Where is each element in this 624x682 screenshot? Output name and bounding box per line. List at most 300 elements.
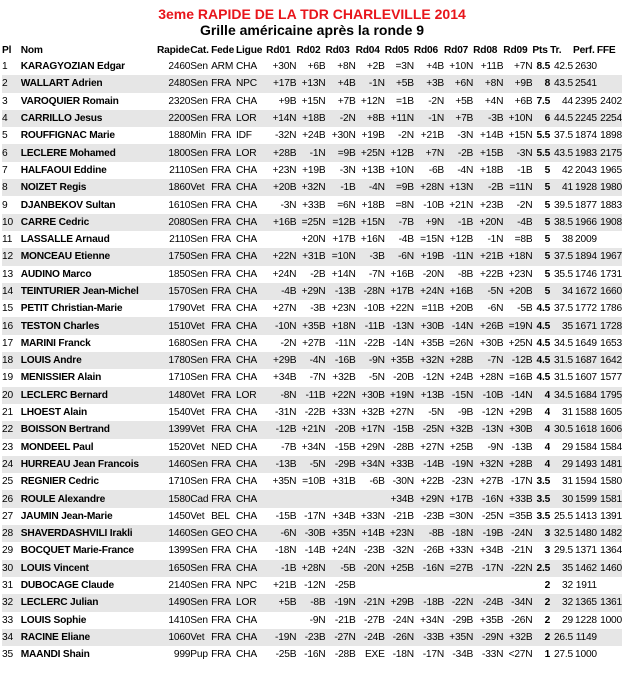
cell-rank: 26 — [2, 490, 21, 507]
cell-rd08: +18B — [480, 164, 504, 176]
cell-points: 2.5 — [532, 560, 550, 577]
table-row — [2, 144, 622, 161]
cell-performance: 1672 — [573, 283, 597, 300]
cell-rd08: -19B — [473, 525, 503, 542]
cell-ffe-rating: 2254 — [597, 110, 622, 127]
cell-name: MONDEEL Paul — [20, 441, 94, 453]
cell-rd08: +27B — [480, 476, 504, 488]
cell-federation: FRA — [211, 629, 236, 646]
cell-rd08: -3B — [473, 110, 503, 127]
cell-rd06: -5N — [428, 407, 445, 419]
header-points: Pts — [532, 44, 548, 56]
table-row — [2, 352, 622, 369]
cell-rd05: +23N — [385, 525, 414, 542]
cell-performance: 2541 — [573, 75, 597, 92]
cell-rapide-rating: 999 — [173, 649, 191, 661]
cell-name: TESTON Charles — [21, 317, 157, 334]
header-rd09: Rd09 — [503, 44, 528, 56]
cell-rd07: -4N — [457, 164, 474, 176]
cell-rd03: -28B — [334, 649, 356, 661]
cell-category: Vet — [190, 510, 205, 522]
cell-rank: 28 — [2, 525, 21, 542]
cell-tiebreak: 32.5 — [550, 525, 573, 542]
table-row — [2, 162, 622, 179]
cell-federation: FRA — [211, 130, 231, 142]
cell-ffe-rating: 1908 — [597, 214, 622, 231]
cell-performance: 1588 — [575, 407, 597, 419]
cell-category: Sen — [190, 95, 208, 107]
cell-tiebreak: 35 — [550, 560, 573, 577]
cell-federation: FRA — [211, 179, 236, 196]
cell-category: Sen — [190, 283, 211, 300]
table-row — [2, 283, 622, 300]
cell-rd05: +12B — [385, 144, 414, 161]
cell-federation: FRA — [211, 95, 231, 107]
cell-rd09: +10N — [503, 110, 532, 127]
cell-rd02: -5N — [296, 456, 325, 473]
table-row — [2, 93, 622, 110]
cell-rd02: -7N — [309, 372, 326, 384]
cell-rank: 18 — [2, 352, 21, 369]
cell-league: CHA — [236, 456, 266, 473]
cell-rd03: +31B — [332, 476, 356, 488]
cell-rd01: -2N — [280, 337, 297, 349]
cell-rank: 25 — [2, 476, 13, 488]
cell-name: SHAVERDASHVILI Irakli — [21, 525, 157, 542]
cell-category: Sen — [190, 614, 208, 626]
cell-points: 2 — [532, 594, 550, 611]
cell-points: 3 — [532, 525, 550, 542]
cell-name: AUDINO Marco — [20, 268, 92, 280]
cell-rd06: +32N — [414, 352, 444, 369]
cell-performance: 1772 — [575, 303, 597, 315]
cell-league: CHA — [236, 441, 257, 453]
cell-rd02: -11B — [296, 387, 325, 404]
cell-performance: 2043 — [575, 164, 597, 176]
cell-rd08: +30B — [480, 337, 504, 349]
cell-points: 5.5 — [536, 130, 551, 142]
header-rank: Pl — [2, 44, 12, 56]
cell-federation: FRA — [211, 490, 236, 507]
cell-rd01: -12B — [266, 421, 296, 438]
cell-rd06: +22B — [420, 476, 445, 488]
cell-rd04: +32B — [361, 407, 385, 419]
cell-performance: 1911 — [575, 580, 597, 592]
cell-rd02: +21N — [296, 421, 325, 438]
table-row — [2, 300, 622, 317]
cell-rd03: =10N — [325, 248, 355, 265]
cell-rd03: -19N — [325, 594, 355, 611]
cell-rd08: +26B — [473, 317, 503, 334]
cell-rd03: +18N — [325, 317, 355, 334]
cell-rd05: =1B — [396, 95, 414, 107]
cell-performance: 1671 — [573, 317, 597, 334]
cell-rd04: -23B — [364, 545, 385, 557]
cell-points: 4.5 — [536, 337, 551, 349]
cell-ffe-rating: 1584 — [600, 441, 622, 453]
cell-federation: FRA — [211, 649, 231, 661]
cell-rd07: -15N — [444, 387, 473, 404]
cell-rd05: -28B — [393, 441, 414, 453]
cell-federation: FRA — [211, 560, 236, 577]
cell-category: Sen — [190, 61, 208, 73]
cell-name: LECLERC Julian — [21, 594, 157, 611]
cell-rd08: +35B — [480, 614, 504, 626]
cell-rank: 2 — [2, 75, 21, 92]
cell-rd09: -22N — [503, 560, 532, 577]
cell-league: CHA — [236, 248, 266, 265]
cell-ffe-rating: 1898 — [600, 130, 622, 142]
cell-rd06: =11B — [421, 303, 445, 315]
cell-rd09: +15N — [508, 130, 533, 142]
cell-rd01: +23N — [272, 164, 297, 176]
cell-rd09: -12B — [503, 352, 532, 369]
cell-league: NPC — [236, 580, 257, 592]
cell-rd08: +11B — [480, 61, 504, 73]
cell-rapide-rating: 1450 — [168, 510, 191, 522]
cell-rd02: +28N — [296, 560, 325, 577]
cell-tiebreak: 25.5 — [553, 510, 573, 522]
cell-category: Sen — [190, 456, 211, 473]
cell-federation: FRA — [211, 580, 231, 592]
cell-rd08: -5N — [473, 283, 503, 300]
header-rd03: Rd03 — [325, 44, 350, 56]
cell-rd09 — [503, 577, 532, 594]
cell-rd04: +14B — [356, 525, 385, 542]
cell-league: CHA — [236, 476, 257, 488]
standings-table — [2, 42, 622, 663]
header-rd07: Rd07 — [444, 44, 469, 56]
cell-name: PETIT Christian-Marie — [20, 303, 123, 315]
cell-rd03: -20B — [325, 421, 355, 438]
cell-rd04: -4N — [356, 179, 385, 196]
cell-points: 5 — [532, 283, 550, 300]
cell-rank: 24 — [2, 456, 21, 473]
cell-rd06: -18B — [414, 594, 444, 611]
cell-rapide-rating: 2200 — [157, 110, 190, 127]
cell-performance: 1966 — [573, 214, 597, 231]
cell-points: 5 — [532, 179, 550, 196]
cell-performance: 2395 — [575, 95, 597, 107]
cell-rd02: =10B — [302, 476, 326, 488]
table-row — [2, 335, 622, 352]
table-row — [2, 560, 622, 577]
cell-name: RACINE Eliane — [21, 629, 157, 646]
cell-performance: 2245 — [573, 110, 597, 127]
cell-federation: FRA — [211, 283, 236, 300]
cell-rd03: -15B — [334, 441, 356, 453]
cell-rd02: +24B — [302, 130, 326, 142]
cell-rd06: -33B — [414, 629, 444, 646]
cell-league: LOR — [236, 110, 266, 127]
cell-performance: 1746 — [575, 268, 597, 280]
cell-category: Sen — [190, 234, 208, 246]
cell-rd08: -24B — [473, 594, 503, 611]
cell-ffe-rating: 1660 — [597, 283, 622, 300]
cell-name: CARRE Cedric — [21, 214, 157, 231]
cell-rd01: -25B — [275, 649, 297, 661]
cell-name: VAROQUIER Romain — [20, 95, 119, 107]
tournament-title: 3eme RAPIDE DE LA TDR CHARLEVILLE 2014 — [158, 6, 466, 22]
cell-league: IDF — [236, 130, 252, 142]
cell-points: 2 — [544, 614, 551, 626]
cell-ffe-rating: 1000 — [600, 614, 622, 626]
cell-performance: 1594 — [575, 476, 597, 488]
cell-tiebreak: 27.5 — [553, 649, 573, 661]
cell-category: Vet — [190, 387, 211, 404]
cell-league: LOR — [236, 594, 266, 611]
table-row — [2, 456, 622, 473]
cell-ffe-rating: 1581 — [597, 490, 622, 507]
cell-performance: 1000 — [575, 649, 597, 661]
cell-points: 5 — [544, 164, 551, 176]
header-rd01: Rd01 — [266, 44, 291, 56]
cell-rd09: -3N — [503, 144, 532, 161]
cell-ffe-rating: 1965 — [600, 164, 622, 176]
cell-federation: FRA — [211, 75, 236, 92]
cell-rd06: +9N — [414, 214, 444, 231]
cell-category: Sen — [190, 525, 211, 542]
cell-rd09: +7N — [514, 61, 533, 73]
cell-name: MONCEAU Etienne — [21, 248, 157, 265]
cell-rd09: +9B — [503, 75, 532, 92]
cell-ffe-rating: 1980 — [597, 179, 622, 196]
cell-rd02: -12N — [304, 580, 326, 592]
cell-rd01: -18N — [275, 545, 297, 557]
cell-rapide-rating: 2110 — [169, 164, 191, 176]
cell-rd05: +17B — [385, 283, 414, 300]
cell-rd02: +19B — [302, 164, 326, 176]
cell-rd07: -29B — [452, 614, 474, 626]
cell-rd03: -3N — [339, 164, 356, 176]
cell-rd08: +22B — [480, 268, 504, 280]
cell-rd07 — [444, 577, 473, 594]
cell-rank: 32 — [2, 594, 21, 611]
cell-name: LOUIS Vincent — [21, 560, 157, 577]
header-row — [2, 42, 622, 58]
header-rapide-rating: Rapide — [156, 44, 190, 56]
cell-rd01: -4B — [266, 283, 296, 300]
cell-rd07: -22N — [444, 594, 473, 611]
cell-rd07: +7B — [444, 110, 473, 127]
cell-league: CHA — [236, 317, 266, 334]
cell-category: Sen — [190, 214, 211, 231]
cell-rd01 — [266, 231, 296, 248]
cell-rank: 20 — [2, 387, 21, 404]
cell-rd08: -1N — [487, 234, 504, 246]
cell-name: KARAGYOZIAN Edgar — [20, 61, 125, 73]
cell-rd09: -13B — [511, 441, 533, 453]
cell-rd06: +24N — [414, 283, 444, 300]
cell-rapide-rating: 1790 — [168, 303, 191, 315]
cell-rapide-rating: 1510 — [157, 317, 190, 334]
cell-name: MAANDI Shain — [20, 649, 90, 661]
cell-points: 5 — [544, 199, 551, 211]
cell-ffe-rating: 1460 — [597, 560, 622, 577]
cell-rd07: +16B — [444, 283, 473, 300]
cell-rd06: -2N — [428, 95, 445, 107]
cell-rd01: -3N — [280, 199, 297, 211]
cell-rd06: +29N — [414, 490, 444, 507]
cell-ffe-rating: 1605 — [600, 407, 622, 419]
cell-rapide-rating: 1520 — [168, 441, 191, 453]
tournament-subtitle: Grille américaine après la ronde 9 — [199, 22, 425, 38]
cell-rd01 — [266, 490, 296, 507]
cell-federation: FRA — [211, 387, 236, 404]
cell-rd02: -8B — [296, 594, 325, 611]
cell-rd04: -3B — [356, 248, 385, 265]
cell-rd01: +20B — [266, 179, 296, 196]
cell-rd04: +30B — [356, 387, 385, 404]
cell-rapide-rating: 1399 — [157, 421, 190, 438]
cell-rd05: -26N — [385, 629, 414, 646]
cell-category: Pup — [190, 649, 208, 661]
cell-rd08: +34B — [480, 545, 504, 557]
cell-rd06: +3B — [414, 75, 444, 92]
cell-rd04: -27B — [364, 614, 385, 626]
cell-rd01: -15B — [275, 510, 297, 522]
cell-league: CHA — [236, 510, 257, 522]
cell-rapide-rating: 1800 — [157, 144, 190, 161]
cell-points: 2 — [532, 629, 550, 646]
cell-rank: 33 — [2, 614, 13, 626]
cell-rd03: +22N — [325, 387, 355, 404]
cell-category: Sen — [190, 372, 208, 384]
cell-points: 3.5 — [536, 510, 551, 522]
cell-category: Sen — [190, 337, 208, 349]
cell-rd04: -9N — [356, 352, 385, 369]
cell-points: 4 — [544, 407, 551, 419]
cell-rd08: +20N — [473, 214, 503, 231]
cell-league: CHA — [236, 649, 257, 661]
cell-rank: 1 — [2, 61, 8, 73]
cell-rd03: +30N — [331, 130, 356, 142]
cell-points: 4 — [532, 456, 550, 473]
cell-rd03: -13B — [325, 283, 355, 300]
cell-rapide-rating: 1860 — [157, 179, 190, 196]
table-row — [2, 629, 622, 646]
cell-rd06: -25N — [414, 421, 444, 438]
cell-tiebreak: 29 — [562, 441, 573, 453]
cell-rd09: -21N — [511, 545, 533, 557]
cell-ffe-rating: 1883 — [600, 199, 622, 211]
cell-rank: 22 — [2, 421, 21, 438]
cell-league: CHA — [236, 614, 257, 626]
cell-rd01: +14N — [266, 110, 296, 127]
table-row — [2, 110, 622, 127]
table-row — [2, 490, 622, 507]
cell-rapide-rating: 2110 — [169, 234, 191, 246]
cell-rd04: -28N — [356, 283, 385, 300]
cell-rd02: -2B — [310, 268, 326, 280]
cell-tiebreak: 26.5 — [550, 629, 573, 646]
cell-rd05: +25B — [385, 560, 414, 577]
cell-rd05: -20B — [393, 372, 414, 384]
cell-ffe-rating: 1653 — [600, 337, 622, 349]
cell-rd04 — [356, 577, 385, 594]
cell-category: Sen — [190, 144, 211, 161]
table-row — [2, 248, 622, 265]
cell-rd02: -22B — [304, 407, 326, 419]
cell-league: CHA — [236, 545, 257, 557]
cell-rd06 — [414, 577, 444, 594]
cell-ffe-rating: 1795 — [597, 387, 622, 404]
cell-performance: 2630 — [575, 61, 597, 73]
cell-rd07: +21N — [449, 199, 474, 211]
cell-rd02: -17N — [304, 510, 326, 522]
cell-points: 3 — [544, 545, 551, 557]
cell-rd05: +10N — [390, 164, 414, 176]
cell-rank: 21 — [2, 407, 13, 419]
cell-rd06: -14B — [414, 456, 444, 473]
cell-performance: 1687 — [573, 352, 597, 369]
cell-category: Vet — [190, 303, 205, 315]
cell-category: Sen — [190, 268, 208, 280]
cell-rd09: -24N — [503, 525, 532, 542]
cell-performance: 1413 — [575, 510, 597, 522]
cell-rd09: -14N — [503, 387, 532, 404]
cell-federation: FRA — [211, 234, 231, 246]
cell-rd01 — [266, 612, 296, 629]
cell-rd08 — [473, 577, 503, 594]
cell-rapide-rating: 1710 — [168, 476, 191, 488]
cell-performance: 1480 — [573, 525, 597, 542]
cell-rd08: +32N — [473, 456, 503, 473]
cell-rank: 13 — [2, 268, 13, 280]
cell-name: DUBOCAGE Claude — [20, 580, 114, 592]
cell-tiebreak: 39.5 — [553, 199, 573, 211]
cell-rd08: +28N — [479, 372, 504, 384]
cell-league: CHA — [236, 303, 257, 315]
cell-league: CHA — [236, 61, 257, 73]
cell-rank: 23 — [2, 441, 13, 453]
cell-points: 8 — [532, 75, 550, 92]
cell-rd04: +12N — [360, 95, 385, 107]
table-row — [2, 387, 622, 404]
cell-rd05: +35B — [385, 352, 414, 369]
cell-rd06: -10B — [423, 199, 445, 211]
cell-league: CHA — [236, 407, 257, 419]
cell-rd01: +35N — [272, 476, 297, 488]
cell-rd07: +13N — [444, 179, 473, 196]
cell-rd04: -6B — [369, 476, 385, 488]
table-body — [2, 58, 622, 663]
cell-name: LASSALLE Arnaud — [20, 234, 110, 246]
cell-rd05: +16B — [390, 268, 414, 280]
table-row — [2, 127, 622, 144]
cell-rd05: +5B — [385, 75, 414, 92]
cell-name: LOUIS Sophie — [20, 614, 87, 626]
cell-rank: 15 — [2, 303, 13, 315]
cell-federation: FRA — [211, 317, 236, 334]
cell-rd04: +13B — [361, 164, 385, 176]
cell-rd04: +34N — [356, 456, 385, 473]
cell-rd03: +32B — [332, 372, 356, 384]
cell-rd06: +19B — [414, 248, 444, 265]
cell-league: CHA — [236, 214, 266, 231]
cell-rd03: =12B — [325, 214, 355, 231]
cell-rd06: +7N — [414, 144, 444, 161]
cell-federation: FRA — [211, 303, 231, 315]
cell-league: CHA — [236, 337, 257, 349]
cell-performance: 1584 — [575, 441, 597, 453]
cell-rd04: +16N — [360, 234, 385, 246]
cell-rd06: +27N — [420, 441, 445, 453]
cell-federation: FRA — [211, 456, 236, 473]
cell-rd04: -24B — [356, 629, 385, 646]
cell-league: CHA — [236, 352, 266, 369]
cell-rd08: -29N — [473, 629, 503, 646]
